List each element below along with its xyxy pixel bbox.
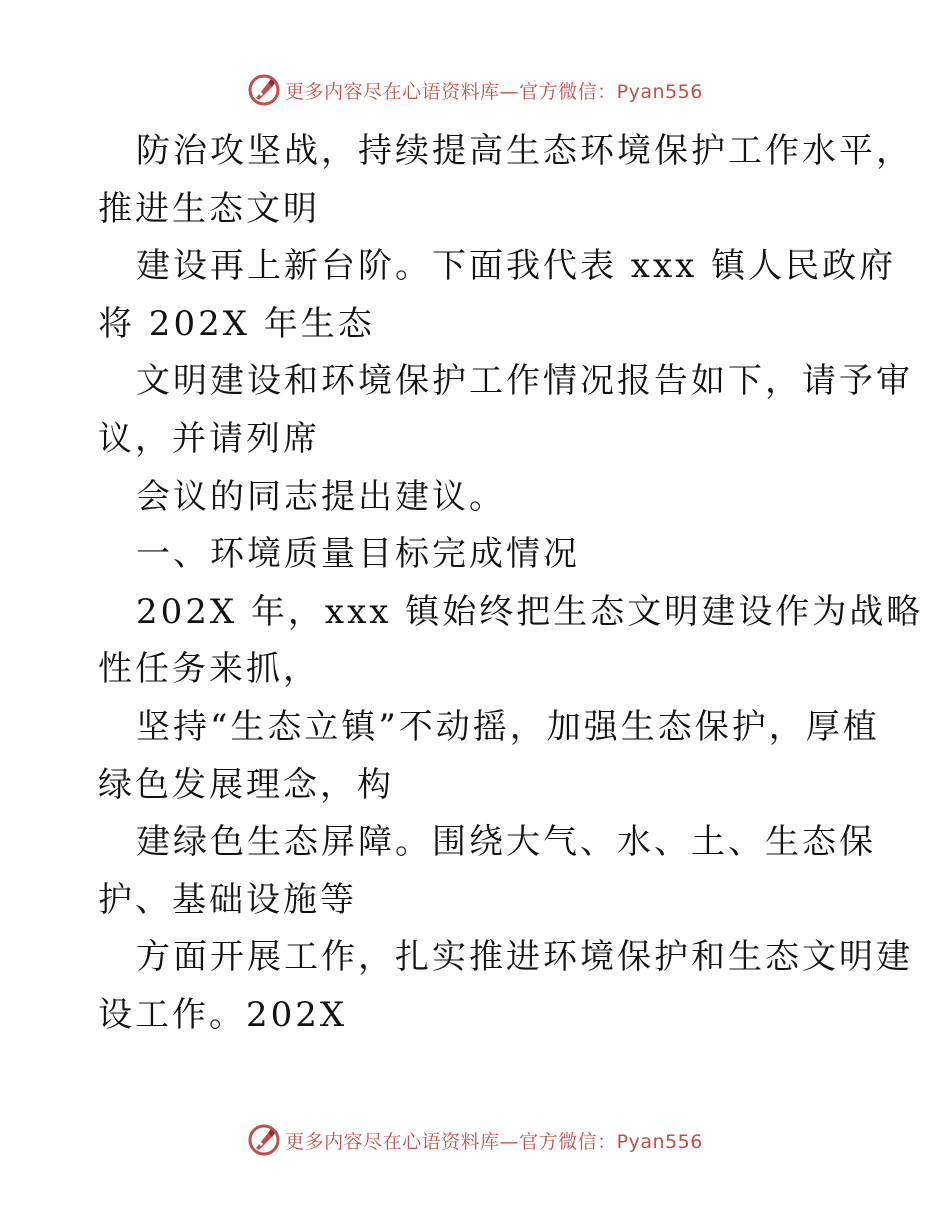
paragraph-line: 会议的同志提出建议。 [136, 476, 506, 517]
watermark-text: 更多内容尽在心语资料库—官方微信：Pyan556 [285, 80, 703, 103]
section-heading: 一、环境质量目标完成情况 [136, 534, 580, 575]
footer-watermark [0, 1120, 950, 1160]
paragraph-line: 建设再上新台阶。下面我代表 xxx 镇人民政府 [136, 246, 897, 287]
paragraph-line: 将 202X 年生态 [98, 303, 375, 344]
paragraph-line: 绿色发展理念，构 [98, 764, 394, 805]
paragraph-line: 防治攻坚战，持续提高生态环境保护工作水平， [136, 131, 913, 171]
watermark-text: 更多内容尽在心语资料库—官方微信：Pyan556 [285, 1130, 703, 1153]
pen-logo-icon [247, 73, 281, 107]
paragraph-line: 建绿色生态屏障。围绕大气、水、土、生态保 [136, 822, 876, 863]
paragraph-line: 坚持“生态立镇”不动摇，加强生态保护，厚植 [136, 706, 880, 747]
paragraph-line: 202X 年，xxx 镇始终把生态文明建设作为战略 [136, 591, 924, 632]
pen-logo-icon [247, 1123, 281, 1157]
paragraph-line: 护、基础设施等 [98, 879, 357, 920]
paragraph-line: 议，并请列席 [98, 418, 320, 459]
paragraph-line: 推进生态文明 [98, 188, 320, 229]
paragraph-line: 方面开展工作，扎实推进环境保护和生态文明建 [136, 937, 913, 978]
paragraph-line: 性任务来抓， [98, 649, 320, 690]
document-body [98, 123, 924, 1045]
header-watermark [0, 70, 950, 110]
paragraph-line: 文明建设和环境保护工作情况报告如下，请予审 [136, 361, 913, 402]
paragraph-line: 设工作。202X [98, 994, 348, 1035]
